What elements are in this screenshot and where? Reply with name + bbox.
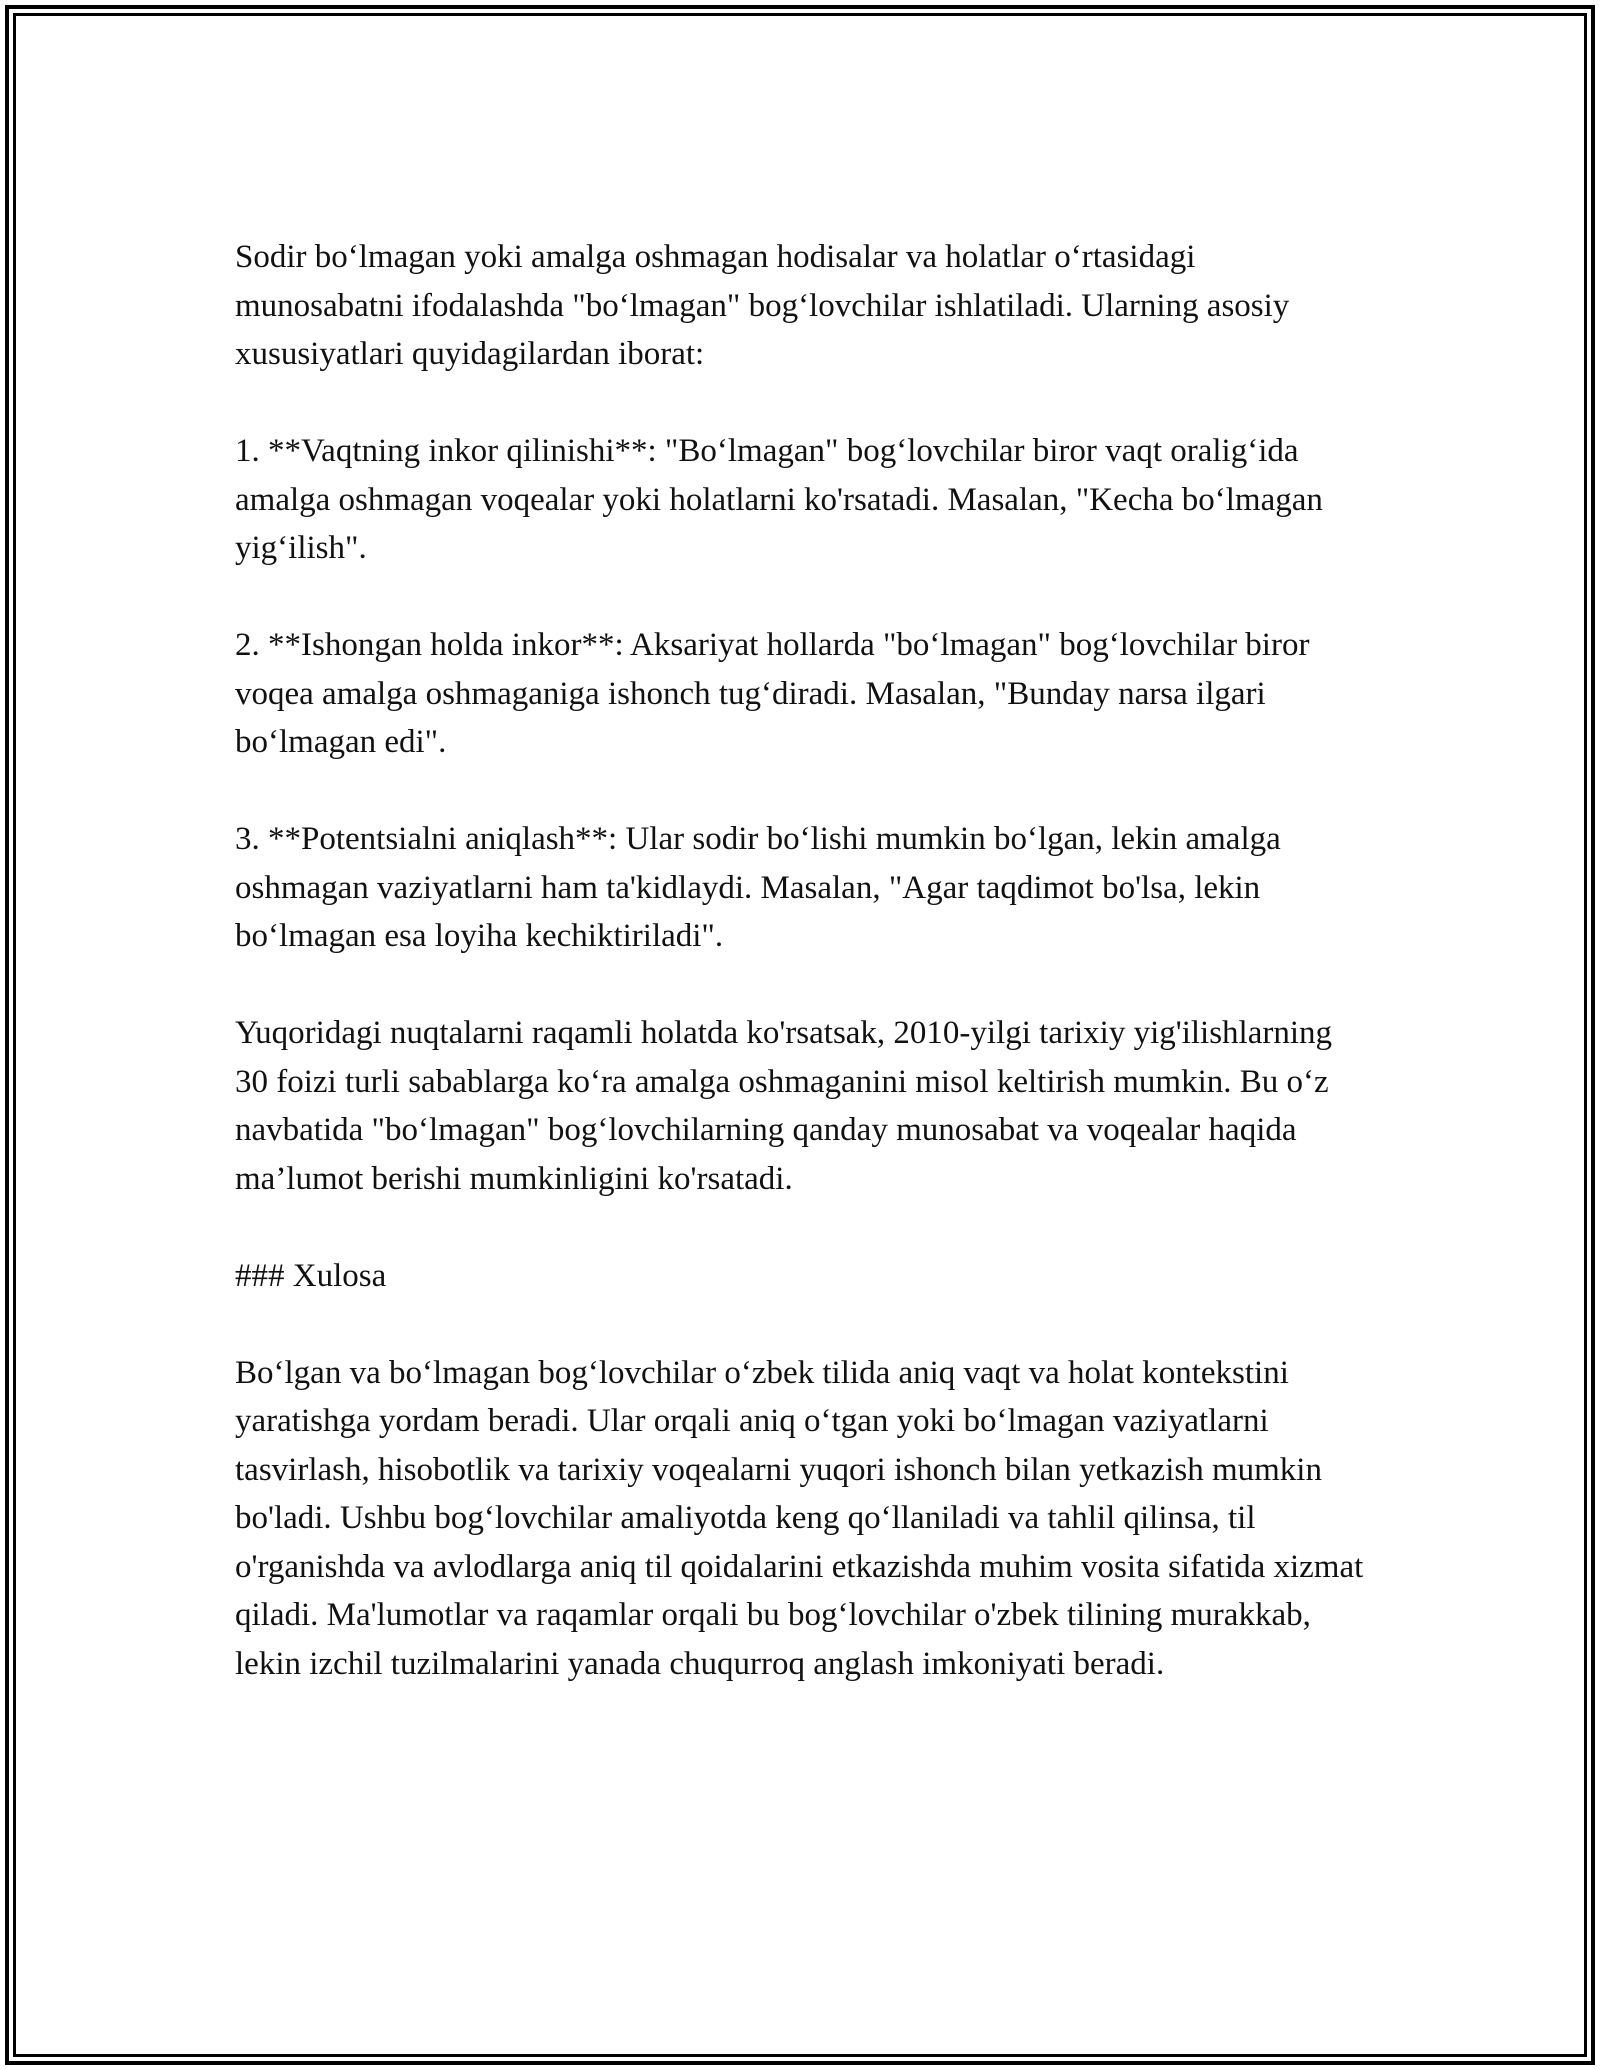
conclusion-paragraph: Bo‘lgan va bo‘lmagan bog‘lovchilar o‘zbek tilida aniq vaqt va holat kontekstini yaratishga yordam beradi. Ular orqali aniq o‘tgan yoki bo‘lmagan vaziyatlarni tasvirlash, hisobotlik va tarixiy voqealarni yuqori ishonch bilan yetkazish mumkin bo'ladi. Ushbu bog‘lovchilar amaliyotda keng qo‘llaniladi va tahlil qilinsa, til o'rganishda va avlodlarga aniq til qoidalarini etkazishda muhim vosita sifatida xizmat qiladi. Ma'lumotlar va raqamlar orqali bu bog‘lovchilar o'zbek tilining murakkab, lekin izchil tuzilmalarini yanada chuqurroq anglash imkoniyati beradi. [235,1354,1364,1682]
list-item-3: 3. **Potentsialni aniqlash**: Ular sodir bo‘lishi mumkin bo‘lgan, lekin amalga oshmagan vaziyatlarni ham ta'kidlaydi. Masalan, "Agar taqdimot bo'lsa, lekin bo‘lmagan esa loyiha kechiktiriladi". [235,821,1281,954]
document-body [235,233,1365,1688]
conclusion-heading: ### Xulosa [235,1257,387,1294]
statistics-paragraph: Yuqoridagi nuqtalarni raqamli holatda ko'rsatsak, 2010-yilgi tarixiy yig'ilishlarning 30 foizi turli sabablarga ko‘ra amalga oshmaganini misol keltirish mumkin. Bu o‘z navbatida "bo‘lmagan" bog‘lovchilarning qanday munosabat va voqealar haqida ma’lumot berishi mumkinligini ko'rsatadi. [235,1015,1333,1197]
list-item-1: 1. **Vaqtning inkor qilinishi**: "Bo‘lmagan" bog‘lovchilar biror vaqt oralig‘ida amalga oshmagan voqealar yoki holatlarni ko'rsatadi. Masalan, "Kecha bo‘lmagan yig‘ilish". [235,433,1323,566]
intro-paragraph: Sodir bo‘lmagan yoki amalga oshmagan hodisalar va holatlar o‘rtasidagi munosabatni ifodalashda "bo‘lmagan" bog‘lovchilar ishlatiladi. Ularning asosiy xususiyatlari quyidagilardan iborat: [235,239,1290,372]
list-item-2: 2. **Ishongan holda inkor**: Aksariyat hollarda "bo‘lmagan" bog‘lovchilar biror voqea amalga oshmaganiga ishonch tug‘diradi. Masalan, "Bunday narsa ilgari bo‘lmagan edi". [235,627,1310,760]
